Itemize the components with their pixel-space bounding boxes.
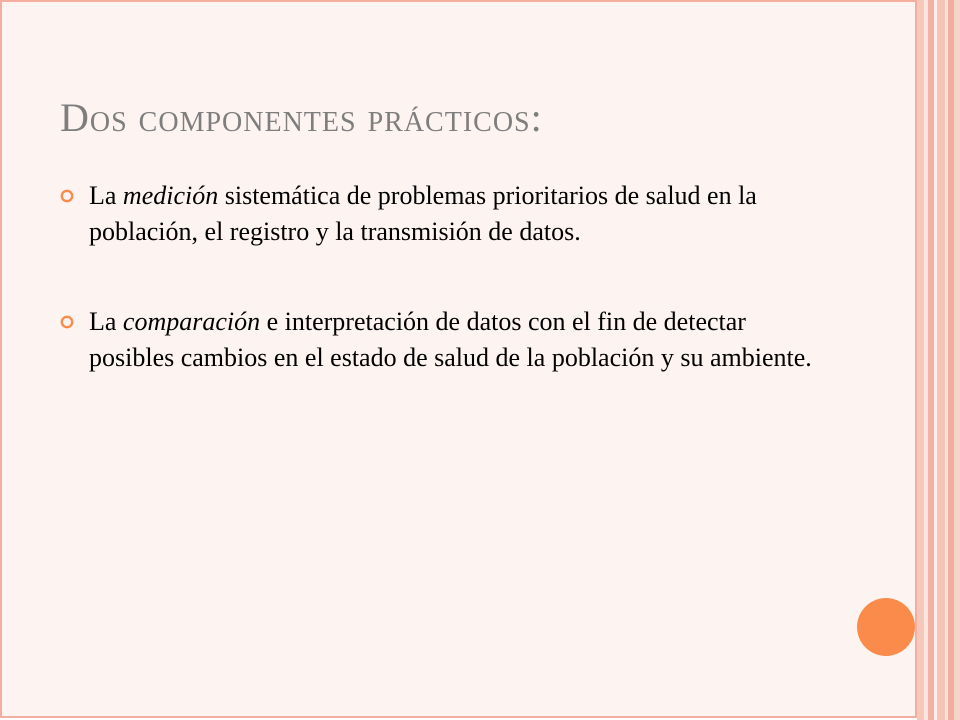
bullet-item <box>60 304 820 376</box>
orange-circle-decoration <box>857 598 915 656</box>
bullet-text: e interpretación de datos con el fin de detectar posibles cambios en el estado de salud de la población y su ambiente. <box>89 307 812 372</box>
bullet-emphasis: medición <box>122 181 219 210</box>
bullet-emphasis: comparación <box>122 307 261 336</box>
ring-bullet-icon <box>60 189 74 203</box>
stripe <box>954 0 960 720</box>
bullet-item <box>60 178 820 250</box>
bullet-text: sistemática de problemas prioritarios de salud en la población, el registro y la transmisión de datos. <box>89 181 757 246</box>
bullet-prefix: La <box>89 181 123 210</box>
ring-bullet-icon <box>60 315 74 329</box>
stripe <box>937 0 945 720</box>
stripe <box>917 0 924 720</box>
bullet-prefix: La <box>89 307 123 336</box>
bullet-list <box>60 178 820 376</box>
right-edge-stripes <box>917 0 960 720</box>
slide-title: Dos componentes prácticos: <box>60 95 543 140</box>
